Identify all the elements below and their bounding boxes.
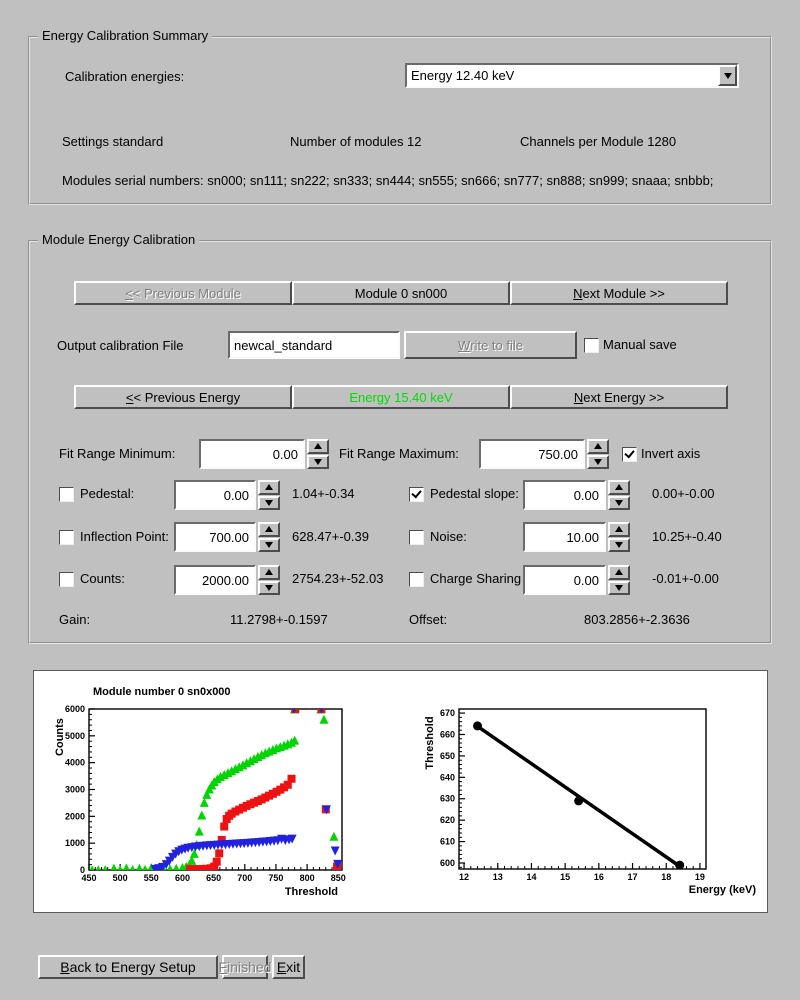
dropdown-arrow-button[interactable] bbox=[718, 65, 737, 86]
spin-up-button[interactable] bbox=[258, 522, 280, 537]
charge-sharing-value[interactable]: 0.00 bbox=[523, 565, 606, 595]
previous-energy-button[interactable] bbox=[74, 385, 292, 409]
arrow-up-icon bbox=[615, 526, 623, 532]
svg-text:800: 800 bbox=[299, 873, 315, 883]
inflection-point-fit-result: 628.47+-0.39 bbox=[292, 529, 369, 544]
svg-text:850: 850 bbox=[330, 873, 346, 883]
svg-text:550: 550 bbox=[143, 873, 159, 883]
svg-text:6000: 6000 bbox=[64, 704, 85, 714]
fit-range-max-value[interactable]: 750.00 bbox=[479, 439, 585, 469]
noise-label: Noise: bbox=[430, 529, 467, 544]
svg-text:650: 650 bbox=[439, 750, 455, 761]
exit-button[interactable] bbox=[272, 955, 305, 979]
svg-text:670: 670 bbox=[439, 708, 455, 719]
charge-sharing-spinbox bbox=[523, 565, 630, 595]
previous-module-button[interactable] bbox=[74, 281, 292, 305]
spin-up-button[interactable] bbox=[258, 565, 280, 580]
button-label: ack to Energy Setup bbox=[69, 959, 196, 975]
svg-text:Counts: Counts bbox=[54, 718, 66, 756]
button-label: inished bbox=[227, 959, 272, 975]
channels-text: Channels per Module 1280 bbox=[520, 134, 677, 149]
button-label: < bbox=[125, 285, 133, 301]
svg-text:750: 750 bbox=[268, 873, 284, 883]
next-module-button[interactable] bbox=[510, 281, 728, 305]
fit-range-max-label: Fit Range Maximum: bbox=[339, 446, 459, 461]
energy-calibration-summary-group bbox=[28, 28, 772, 205]
fit-range-max-spinbox bbox=[479, 439, 609, 469]
button-label: rite to file bbox=[470, 337, 524, 353]
group-title: Energy Calibration Summary bbox=[38, 28, 212, 44]
arrow-down-icon bbox=[265, 542, 273, 548]
fit-range-min-spinbox bbox=[199, 439, 329, 469]
button-label: E bbox=[276, 959, 287, 975]
spin-up-button[interactable] bbox=[608, 480, 630, 495]
svg-text:640: 640 bbox=[439, 772, 455, 783]
arrow-up-icon bbox=[594, 443, 602, 449]
svg-text:17: 17 bbox=[627, 872, 638, 882]
pedestal-slope-checkbox[interactable] bbox=[409, 487, 424, 502]
button-label: < Previous Energy bbox=[133, 389, 241, 405]
next-energy-button[interactable] bbox=[510, 385, 728, 409]
pedestal-spinbox bbox=[174, 480, 280, 510]
spin-down-button[interactable] bbox=[258, 496, 280, 511]
arrow-up-icon bbox=[265, 484, 273, 490]
fit-range-min-value[interactable]: 0.00 bbox=[199, 439, 305, 469]
offset-label: Offset: bbox=[409, 612, 448, 627]
fit-range-min-label: Fit Range Minimum: bbox=[59, 446, 176, 461]
button-label: Module 0 sn000 bbox=[354, 285, 448, 301]
spin-down-button[interactable] bbox=[258, 538, 280, 553]
spin-down-button[interactable] bbox=[608, 538, 630, 553]
invert-axis-checkbox[interactable] bbox=[622, 447, 637, 462]
svg-text:Energy (keV): Energy (keV) bbox=[688, 884, 756, 896]
button-label: B bbox=[60, 959, 70, 975]
back-to-energy-setup-button[interactable] bbox=[38, 955, 218, 979]
svg-text:12: 12 bbox=[459, 872, 470, 882]
chevron-down-icon bbox=[724, 73, 732, 79]
button-label: ext Module >> bbox=[582, 285, 665, 301]
module-label-button[interactable] bbox=[292, 281, 510, 305]
button-label: ext Energy >> bbox=[583, 389, 665, 405]
svg-text:600: 600 bbox=[439, 858, 455, 869]
arrow-up-icon bbox=[265, 569, 273, 575]
noise-checkbox[interactable] bbox=[409, 530, 424, 545]
plot-panel bbox=[33, 670, 768, 913]
arrow-down-icon bbox=[314, 459, 322, 465]
spin-up-button[interactable] bbox=[587, 439, 609, 454]
gain-label: Gain: bbox=[59, 612, 91, 627]
write-to-file-button[interactable] bbox=[404, 331, 577, 359]
svg-text:650: 650 bbox=[206, 873, 222, 883]
svg-text:5000: 5000 bbox=[64, 730, 85, 741]
energy-dropdown-value: Energy 12.40 keV bbox=[407, 65, 718, 86]
spin-down-button[interactable] bbox=[608, 496, 630, 511]
calibration-fit-chart bbox=[404, 675, 764, 907]
charge-sharing-fit-result: -0.01+-0.00 bbox=[652, 571, 719, 586]
manual-save-checkbox[interactable] bbox=[584, 338, 599, 353]
charge-sharing-label: Charge Sharing bbox=[430, 571, 522, 586]
noise-fit-result: 10.25+-0.40 bbox=[652, 529, 722, 544]
button-label: N bbox=[573, 389, 584, 405]
button-label: xit bbox=[286, 959, 301, 975]
svg-text:3000: 3000 bbox=[64, 784, 85, 795]
finished-button[interactable] bbox=[218, 955, 272, 979]
inflection-point-label: Inflection Point: bbox=[80, 529, 169, 544]
calibration-energies-label: Calibration energies: bbox=[65, 69, 185, 84]
gain-value: 11.2798+-0.1597 bbox=[230, 612, 328, 627]
svg-text:660: 660 bbox=[439, 729, 455, 740]
svg-text:13: 13 bbox=[492, 872, 503, 882]
arrow-down-icon bbox=[615, 585, 623, 591]
settings-text: Settings standard bbox=[62, 134, 164, 149]
energy-dropdown[interactable] bbox=[405, 63, 739, 88]
arrow-down-icon bbox=[265, 500, 273, 506]
num-modules-text: Number of modules 12 bbox=[290, 134, 422, 149]
counts-label: Counts: bbox=[80, 571, 125, 586]
svg-text:600: 600 bbox=[174, 873, 190, 883]
svg-text:450: 450 bbox=[81, 873, 97, 883]
charge-sharing-checkbox[interactable] bbox=[409, 572, 424, 587]
output-file-label: Output calibration File bbox=[57, 338, 184, 353]
arrow-down-icon bbox=[265, 585, 273, 591]
counts-value[interactable]: 2000.00 bbox=[174, 565, 256, 595]
svg-text:610: 610 bbox=[439, 836, 455, 847]
noise-spinbox bbox=[523, 522, 630, 552]
arrow-up-icon bbox=[615, 569, 623, 575]
svg-text:Threshold: Threshold bbox=[284, 886, 338, 898]
pedestal-slope-spinbox bbox=[523, 480, 630, 510]
button-label: Energy 15.40 keV bbox=[349, 389, 453, 405]
svg-text:14: 14 bbox=[526, 872, 537, 882]
inflection-point-value[interactable]: 700.00 bbox=[174, 522, 256, 552]
arrow-down-icon bbox=[594, 459, 602, 465]
threshold-scan-chart bbox=[40, 675, 400, 907]
arrow-up-icon bbox=[615, 484, 623, 490]
spin-up-button[interactable] bbox=[307, 439, 329, 454]
svg-text:4000: 4000 bbox=[64, 757, 85, 768]
button-label: < bbox=[125, 389, 134, 405]
arrow-up-icon bbox=[314, 443, 322, 449]
arrow-down-icon bbox=[615, 500, 623, 506]
pedestal-fit-result: 1.04+-0.34 bbox=[292, 486, 355, 501]
inflection-point-spinbox bbox=[174, 522, 280, 552]
pedestal-checkbox[interactable] bbox=[59, 487, 74, 502]
svg-text:620: 620 bbox=[439, 815, 455, 826]
button-label: N bbox=[573, 285, 583, 301]
spin-up-button[interactable] bbox=[258, 480, 280, 495]
pedestal-slope-label: Pedestal slope: bbox=[430, 486, 519, 501]
svg-text:19: 19 bbox=[694, 872, 705, 882]
module-energy-calibration-group bbox=[28, 232, 772, 644]
svg-text:630: 630 bbox=[439, 793, 455, 804]
svg-text:1000: 1000 bbox=[64, 838, 85, 849]
spin-up-button[interactable] bbox=[608, 522, 630, 537]
svg-text:700: 700 bbox=[237, 873, 253, 883]
button-label: W bbox=[457, 337, 471, 353]
spin-up-button[interactable] bbox=[608, 565, 630, 580]
group-title: Module Energy Calibration bbox=[38, 232, 199, 248]
pedestal-slope-fit-result: 0.00+-0.00 bbox=[652, 486, 715, 501]
button-label: < Previous Module bbox=[132, 285, 241, 301]
arrow-down-icon bbox=[615, 542, 623, 548]
spin-down-button[interactable] bbox=[307, 455, 329, 470]
pedestal-slope-value[interactable]: 0.00 bbox=[523, 480, 606, 510]
serials-text: Modules serial numbers: sn000; sn111; sn222; sn333; sn444; sn555; sn666; sn777; sn888; sn999; snaaa; snbbb; bbox=[62, 173, 714, 188]
svg-text:Threshold: Threshold bbox=[424, 716, 436, 770]
output-file-input[interactable] bbox=[228, 331, 400, 359]
svg-text:Module number 0 sn0x000: Module number 0 sn0x000 bbox=[93, 686, 231, 698]
inflection-point-checkbox[interactable] bbox=[59, 530, 74, 545]
manual-save-label: Manual save bbox=[603, 337, 677, 352]
arrow-up-icon bbox=[265, 526, 273, 532]
noise-value[interactable]: 10.00 bbox=[523, 522, 606, 552]
energy-label-button[interactable] bbox=[292, 385, 510, 409]
svg-text:18: 18 bbox=[661, 872, 672, 882]
spin-down-button[interactable] bbox=[587, 455, 609, 470]
spin-down-button[interactable] bbox=[608, 581, 630, 596]
pedestal-label: Pedestal: bbox=[80, 486, 135, 501]
pedestal-value[interactable]: 0.00 bbox=[174, 480, 256, 510]
svg-text:0: 0 bbox=[79, 865, 85, 875]
counts-checkbox[interactable] bbox=[59, 572, 74, 587]
offset-value: 803.2856+-2.3636 bbox=[584, 612, 690, 627]
invert-axis-label: Invert axis bbox=[641, 446, 701, 461]
svg-text:500: 500 bbox=[112, 873, 128, 883]
svg-text:2000: 2000 bbox=[64, 811, 85, 822]
spin-down-button[interactable] bbox=[258, 581, 280, 596]
counts-spinbox bbox=[174, 565, 280, 595]
svg-text:16: 16 bbox=[593, 872, 604, 882]
svg-text:15: 15 bbox=[560, 872, 571, 882]
button-label: F bbox=[218, 959, 228, 975]
counts-fit-result: 2754.23+-52.03 bbox=[292, 571, 384, 586]
